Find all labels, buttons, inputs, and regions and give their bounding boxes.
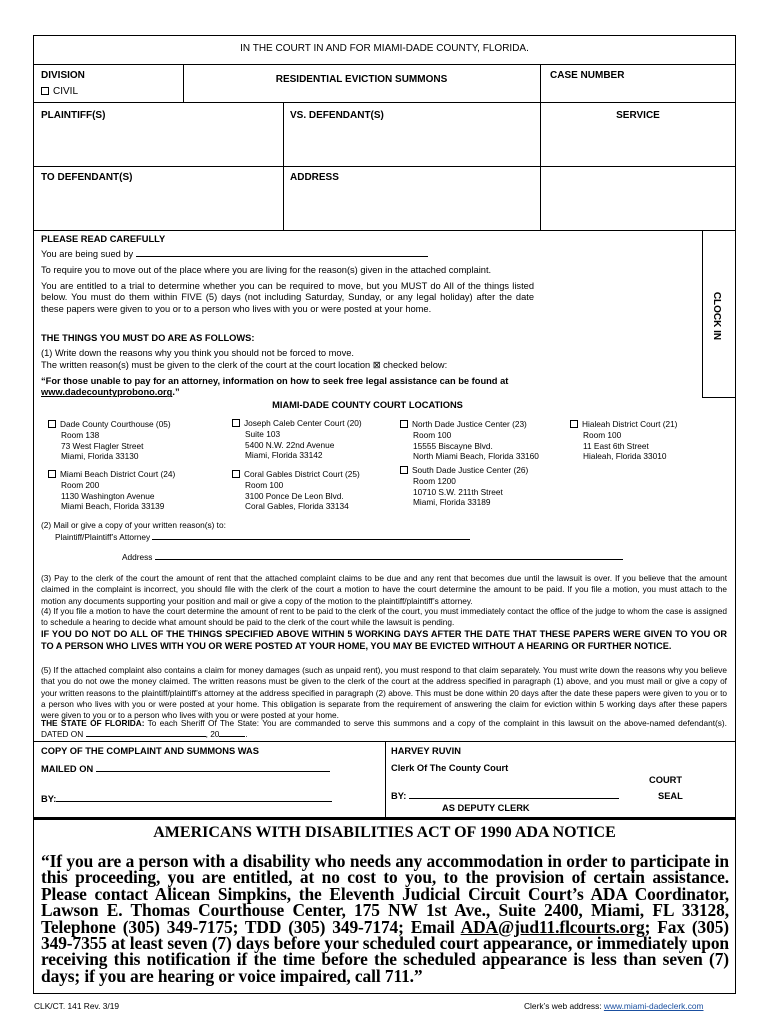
location-checkbox[interactable] <box>232 470 240 478</box>
service-label: SERVICE <box>616 110 660 121</box>
location-miami-beach[interactable]: Miami Beach District Court (24) Room 200 1130 Washington Avenue Miami Beach, Florida 33139 <box>48 469 175 512</box>
ada-notice-text: “If you are a person with a disability who needs any accommodation in order to participate in this proceeding, you are entitled, at no cost to you, to the provision of certain assistance. Please contact Alicean Simpkins, the Eleventh Judicial Circuit Court’s ADA Coordinator, Lawson E. Thomas Courthouse Center, 175 NW 1st Ave., Suite 2400, Miami, FL 33128, Telephone (305) 349-7175; TDD (305) 349-7174; Email ADA@jud11.flcourts.org; Fax (305) 349-7355 at least seven (7) days before your scheduled court appearance, or immediately upon receiving this notification if the time before the scheduled appearance is less than seven (7) days; if you are hearing or voice impaired, call 711.” <box>41 851 729 986</box>
location-coral-gables[interactable]: Coral Gables District Court (25) Room 100 3100 Ponce De Leon Blvd. Coral Gables, Florida 33134 <box>232 469 360 512</box>
clerk-website-link[interactable]: www.miami-dadeclerk.com <box>603 1001 704 1011</box>
locations-heading: MIAMI-DADE COUNTY COURT LOCATIONS <box>272 400 463 410</box>
please-read-heading: PLEASE READ CAREFULLY <box>41 234 166 244</box>
clerk-title: Clerk Of The County Court <box>391 763 509 773</box>
step1-text: (1) Write down the reasons why you think you should not be forced to move. <box>41 348 354 358</box>
plaintiff-label: PLAINTIFF(S) <box>41 110 106 121</box>
location-checkbox[interactable] <box>570 420 578 428</box>
location-checkbox[interactable] <box>232 419 240 427</box>
civil-option[interactable] <box>41 86 78 98</box>
clerk-name: HARVEY RUVIN <box>391 746 461 756</box>
things-heading: THE THINGS YOU MUST DO ARE AS FOLLOWS: <box>41 333 255 343</box>
court-seal-seal: SEAL <box>658 791 683 801</box>
step4-text: (4) If you file a motion to have the court determine the amount of rent to be paid to the clerk of the court, you must immediately contact the office of the judge to whom the case is assigned to schedule a hearing to decide what amount should be paid to the clerk of the court while the lawsuit is pending. <box>41 606 727 628</box>
court-header: IN THE COURT IN AND FOR MIAMI-DADE COUNTY, FLORIDA. <box>240 43 529 54</box>
mailed-on-line: MAILED ON <box>41 764 330 775</box>
legal-help-text: “For those unable to pay for an attorney, information on how to seek free legal assistance can be found at www.dadecountyprobono.org.” <box>41 376 509 398</box>
form-title: RESIDENTIAL EVICTION SUMMONS <box>275 74 448 85</box>
step2-text: (2) Mail or give a copy of your written reason(s) to: <box>41 520 226 530</box>
civil-checkbox[interactable] <box>41 87 49 95</box>
ada-email-link[interactable]: ADA@jud11.flcourts.org <box>460 916 645 937</box>
location-checkbox[interactable] <box>48 420 56 428</box>
location-checkbox[interactable] <box>400 466 408 474</box>
probono-link[interactable]: www.dadecountyprobono.org <box>41 387 173 398</box>
step5-text: (5) If the attached complaint also contains a claim for money damages (such as unpaid rent), you must respond to that claim separately. You must write down the reasons why you believe that you do not owe the money claimed. The written reasons must be given to the clerk of the court at the address specified in paragraph (1) above, and you must mail or give a copy of your written reasons to the plaintiff/plaintiff’s attorney at the address specified in paragraph (2) above. This must be done within 20 days after the date these papers were given to you or to a person who lives with you or were posted at your home. This obligation is separate from the requirement of answering the claim for eviction within 5 working days after these papers were given to you or to a person who lives with you or were posted at your home. <box>41 665 727 721</box>
defendant-label: VS. DEFENDANT(S) <box>290 110 384 121</box>
location-hialeah[interactable]: Hialeah District Court (21) Room 100 11 East 6th Street Hialeah, Florida 33010 <box>570 419 677 462</box>
civil-label: CIVIL <box>53 86 79 97</box>
deputy-clerk-label: AS DEPUTY CLERK <box>442 803 530 813</box>
clock-in-label: CLOCK IN <box>711 291 722 341</box>
step2-attorney: Plaintiff/Plaintiff’s Attorney <box>55 532 470 543</box>
location-checkbox[interactable] <box>400 420 408 428</box>
form-id: CLK/CT. 141 Rev. 3/19 <box>34 1001 120 1011</box>
location-dade-county[interactable]: Dade County Courthouse (05) Room 138 73 West Flagler Street Miami, Florida 33130 <box>48 419 171 462</box>
case-number-label: CASE NUMBER <box>550 70 625 81</box>
ada-title: AMERICANS WITH DISABILITIES ACT OF 1990 ADA NOTICE <box>153 824 616 841</box>
court-seal-court: COURT <box>649 775 683 785</box>
by-right-line: BY: <box>391 791 619 802</box>
step3-text: (3) Pay to the clerk of the court the amount of rent that the attached complaint claims to be due and any rent that becomes due until the lawsuit is over. If you believe that the amount claimed in the complaint is incorrect, you should file with the clerk of the court a motion to have the court determine the amount to be paid. If you file a motion, you must attach to the motion any documents supporting your position and mail or give a copy of the motion to the plaintiff/plaintiff’s attorney. <box>41 573 727 606</box>
by-left-line: BY: <box>41 794 332 805</box>
division-label: DIVISION <box>41 70 85 81</box>
to-defendant-label: TO DEFENDANT(S) <box>41 172 133 183</box>
sued-by-line: You are being sued by <box>41 249 428 260</box>
warning-text: IF YOU DO NOT DO ALL OF THE THINGS SPECIFIED ABOVE WITHIN 5 WORKING DAYS AFTER THE DATE THAT THESE PAPERS WERE GIVEN TO YOU OR TO A PERSON WHO LIVES WITH YOU OR WERE POSTED AT YOUR HOME, YOU MAY BE EVICTED WITHOUT A HEARING OR FURTHER NOTICE. <box>41 629 727 651</box>
step2-address: Address <box>122 552 623 563</box>
address-label: ADDRESS <box>290 172 339 183</box>
step1b-text: The written reason(s) must be given to the clerk of the court at the court location ⊠ checked below: <box>41 360 448 370</box>
location-joseph-caleb[interactable]: Joseph Caleb Center Court (20) Suite 103 5400 N.W. 22nd Avenue Miami, Florida 33142 <box>232 418 362 461</box>
entitled-text: You are entitled to a trial to determine whether you can be required to move, but you MUST do All of the things listed below. You must do them within FIVE (5) days (not including Saturday, Sunday, or any legal holiday) after the date these papers were given to you or to a person who lives with you or were posted at your home. <box>41 281 534 314</box>
location-south-dade[interactable]: South Dade Justice Center (26) Room 1200 10710 S.W. 211th Street Miami, Florida 33189 <box>400 465 528 508</box>
location-checkbox[interactable] <box>48 470 56 478</box>
state-text: THE STATE OF FLORIDA: To each Sheriff Of The State: You are commanded to serve this summons and a copy of the complaint in this lawsuit on the above-named defendant(s). DATED ON , 20 . <box>41 718 727 740</box>
location-north-dade[interactable]: North Dade Justice Center (23) Room 100 15555 Biscayne Blvd. North Miami Beach, Florida 33160 <box>400 419 539 462</box>
require-move-text: To require you to move out of the place where you are living for the reason(s) given in the attached complaint. <box>41 265 492 275</box>
clerk-website: Clerk’s web address: www.miami-dadeclerk.com <box>524 1001 704 1011</box>
copy-complaint-label: COPY OF THE COMPLAINT AND SUMMONS WAS <box>41 746 259 756</box>
